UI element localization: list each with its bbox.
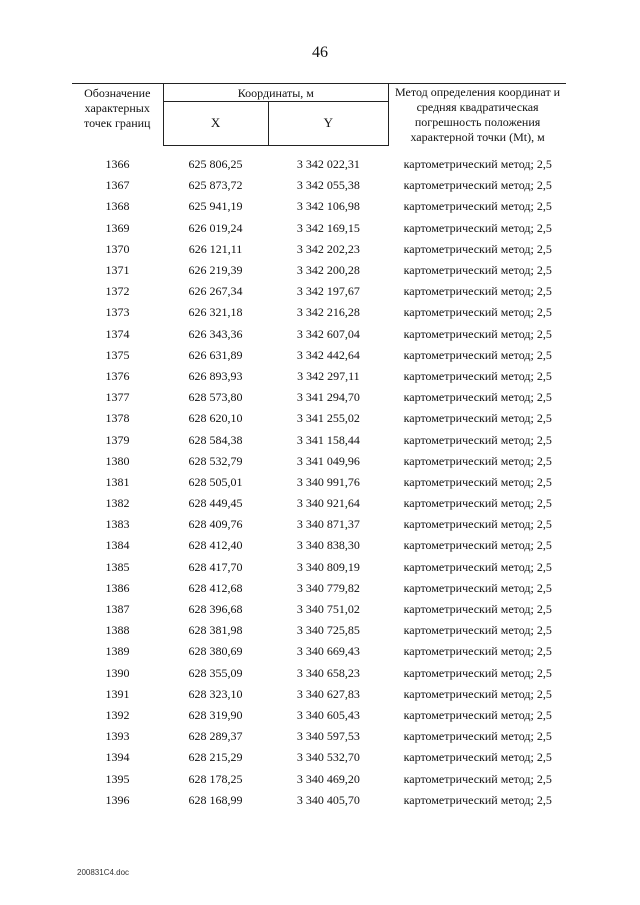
point-number: 1381 [105,474,130,489]
coord-y: 3 342 202,23 [296,241,360,256]
method-cell: картометрический метод; 2,5 [403,750,552,765]
table-header [72,84,566,154]
coord-y: 3 340 669,43 [296,644,360,659]
coord-x: 628 620,10 [188,411,243,426]
coord-x: 626 321,18 [188,305,243,320]
point-number: 1371 [105,263,130,278]
point-number: 1380 [105,453,130,468]
method-cell: картометрический метод; 2,5 [403,644,552,659]
coord-x: 628 412,40 [188,538,243,553]
method-cell: картометрический метод; 2,5 [403,792,552,807]
coord-y: 3 340 779,82 [296,580,360,595]
table-row [72,683,566,704]
coord-y: 3 340 809,19 [296,559,360,574]
table-row [72,726,566,747]
coord-x: 628 355,09 [188,665,243,680]
method-cell: картометрический метод; 2,5 [403,390,552,405]
coord-x: 628 409,76 [188,517,243,532]
coord-y: 3 342 106,98 [296,199,360,214]
coord-y: 3 342 607,04 [296,326,360,341]
table-row [72,577,566,598]
coord-x: 628 319,90 [188,707,243,722]
method-cell: картометрический метод; 2,5 [403,496,552,511]
table-row [72,535,566,556]
table-row [72,556,566,577]
coord-x: 626 343,36 [188,326,243,341]
coord-y: 3 340 627,83 [296,686,360,701]
coord-x: 626 267,34 [188,284,243,299]
point-number: 1370 [105,241,130,256]
table-row [72,450,566,471]
table-row [72,217,566,238]
point-number: 1383 [105,517,130,532]
coord-x: 625 941,19 [188,199,243,214]
coord-y: 3 341 255,02 [296,411,360,426]
point-number: 1396 [105,792,130,807]
method-cell: картометрический метод; 2,5 [403,157,552,172]
coord-y: 3 340 597,53 [296,729,360,744]
method-cell: картометрический метод; 2,5 [403,241,552,256]
coord-x: 628 505,01 [188,474,243,489]
method-cell: картометрический метод; 2,5 [403,263,552,278]
coord-x: 628 215,29 [188,750,243,765]
method-cell: картометрический метод; 2,5 [403,220,552,235]
method-cell: картометрический метод; 2,5 [403,347,552,362]
table-row [72,302,566,323]
coordinates-table [72,83,566,810]
coord-y: 3 340 725,85 [296,623,360,638]
table-row [72,662,566,683]
table-row [72,598,566,619]
method-cell: картометрический метод; 2,5 [403,686,552,701]
coord-x: 626 121,11 [188,241,243,256]
coord-x: 628 323,10 [188,686,243,701]
coord-x: 628 396,68 [188,602,243,617]
table-row [72,154,566,175]
coord-x: 628 584,38 [188,432,243,447]
point-number: 1392 [105,707,130,722]
table-row [72,620,566,641]
coord-x: 628 417,70 [188,559,243,574]
method-cell: картометрический метод; 2,5 [403,178,552,193]
coord-y: 3 342 216,28 [296,305,360,320]
coord-x: 626 631,89 [188,347,243,362]
table-row [72,471,566,492]
coord-x: 628 178,25 [188,771,243,786]
method-cell: картометрический метод; 2,5 [403,199,552,214]
coord-y: 3 342 297,11 [297,368,360,383]
coord-y: 3 341 294,70 [296,390,360,405]
method-cell: картометрический метод; 2,5 [403,665,552,680]
point-number: 1394 [105,750,130,765]
header-point-label: Обозначение характерных точек границ [72,84,163,146]
method-cell: картометрический метод; 2,5 [403,771,552,786]
coord-x: 628 381,98 [188,623,243,638]
point-number: 1393 [105,729,130,744]
coord-y: 3 340 751,02 [296,602,360,617]
method-cell: картометрический метод; 2,5 [403,707,552,722]
method-cell: картометрический метод; 2,5 [403,432,552,447]
point-number: 1368 [105,199,130,214]
point-number: 1385 [105,559,130,574]
table-row [72,493,566,514]
point-number: 1367 [105,178,130,193]
coord-x: 625 806,25 [188,157,243,172]
method-cell: картометрический метод; 2,5 [403,538,552,553]
method-cell: картометрический метод; 2,5 [403,559,552,574]
method-cell: картометрический метод; 2,5 [403,580,552,595]
point-number: 1387 [105,602,130,617]
coord-x: 626 219,39 [188,263,243,278]
table-row [72,747,566,768]
point-number: 1376 [105,368,130,383]
method-cell: картометрический метод; 2,5 [403,453,552,468]
page-number: 46 [312,44,328,61]
table-body [72,154,566,811]
method-cell: картометрический метод; 2,5 [403,602,552,617]
point-number: 1377 [105,390,130,405]
coord-y: 3 341 158,44 [296,432,360,447]
coord-y: 3 340 871,37 [296,517,360,532]
table-row [72,259,566,280]
coord-x: 628 380,69 [188,644,243,659]
header-coordinates: Координаты, м [163,84,389,102]
point-number: 1384 [105,538,130,553]
point-number: 1388 [105,623,130,638]
coord-x: 626 893,93 [188,368,243,383]
coord-y: 3 340 469,20 [296,771,360,786]
point-number: 1382 [105,496,130,511]
point-number: 1391 [105,686,130,701]
table-row [72,281,566,302]
coord-x: 628 573,80 [188,390,243,405]
method-cell: картометрический метод; 2,5 [403,368,552,383]
table-row [72,344,566,365]
coord-y: 3 340 532,70 [296,750,360,765]
table-row [72,789,566,810]
coord-y: 3 340 838,30 [296,538,360,553]
header-method: Метод определения координат и средняя квадратическая погрешность положения характерной точки (Mt), м [389,84,566,146]
point-number: 1372 [105,284,130,299]
coord-y: 3 340 605,43 [296,707,360,722]
coord-y: 3 340 658,23 [296,665,360,680]
point-number: 1379 [105,432,130,447]
table-row [72,768,566,789]
coord-x: 628 412,68 [188,580,243,595]
table-row [72,196,566,217]
coord-y: 3 341 049,96 [296,453,360,468]
coord-y: 3 342 022,31 [296,157,360,172]
coord-x: 625 873,72 [188,178,243,193]
coord-x: 626 019,24 [188,220,243,235]
table-row [72,365,566,386]
coord-y: 3 342 169,15 [296,220,360,235]
table-row [72,238,566,259]
coord-y: 3 342 197,67 [296,284,360,299]
method-cell: картометрический метод; 2,5 [403,517,552,532]
coord-y: 3 340 405,70 [296,792,360,807]
point-number: 1390 [105,665,130,680]
table-row [72,641,566,662]
point-number: 1378 [105,411,130,426]
coord-y: 3 340 991,76 [296,474,360,489]
coord-x: 628 532,79 [188,453,243,468]
method-cell: картометрический метод; 2,5 [403,305,552,320]
method-cell: картометрический метод; 2,5 [403,729,552,744]
coord-y: 3 342 200,28 [296,263,360,278]
coord-x: 628 449,45 [188,496,243,511]
method-cell: картометрический метод; 2,5 [403,474,552,489]
coord-x: 628 168,99 [188,792,243,807]
method-cell: картометрический метод; 2,5 [403,411,552,426]
header-x: X [163,102,268,145]
coord-y: 3 342 055,38 [296,178,360,193]
header-y: Y [268,102,389,145]
point-number: 1366 [105,157,130,172]
point-number: 1386 [105,580,130,595]
table-row [72,175,566,196]
coord-y: 3 340 921,64 [296,496,360,511]
point-number: 1395 [105,771,130,786]
method-cell: картометрический метод; 2,5 [403,623,552,638]
table-row [72,514,566,535]
table-row [72,387,566,408]
coord-x: 628 289,37 [188,729,243,744]
table-row [72,408,566,429]
point-number: 1374 [105,326,130,341]
table-row [72,704,566,725]
file-name-footer: 200831C4.doc [77,868,130,877]
table-row [72,323,566,344]
coord-y: 3 342 442,64 [296,347,360,362]
point-number: 1369 [105,220,130,235]
method-cell: картометрический метод; 2,5 [403,284,552,299]
point-number: 1375 [105,347,130,362]
table-row [72,429,566,450]
method-cell: картометрический метод; 2,5 [403,326,552,341]
point-number: 1389 [105,644,130,659]
point-number: 1373 [105,305,130,320]
